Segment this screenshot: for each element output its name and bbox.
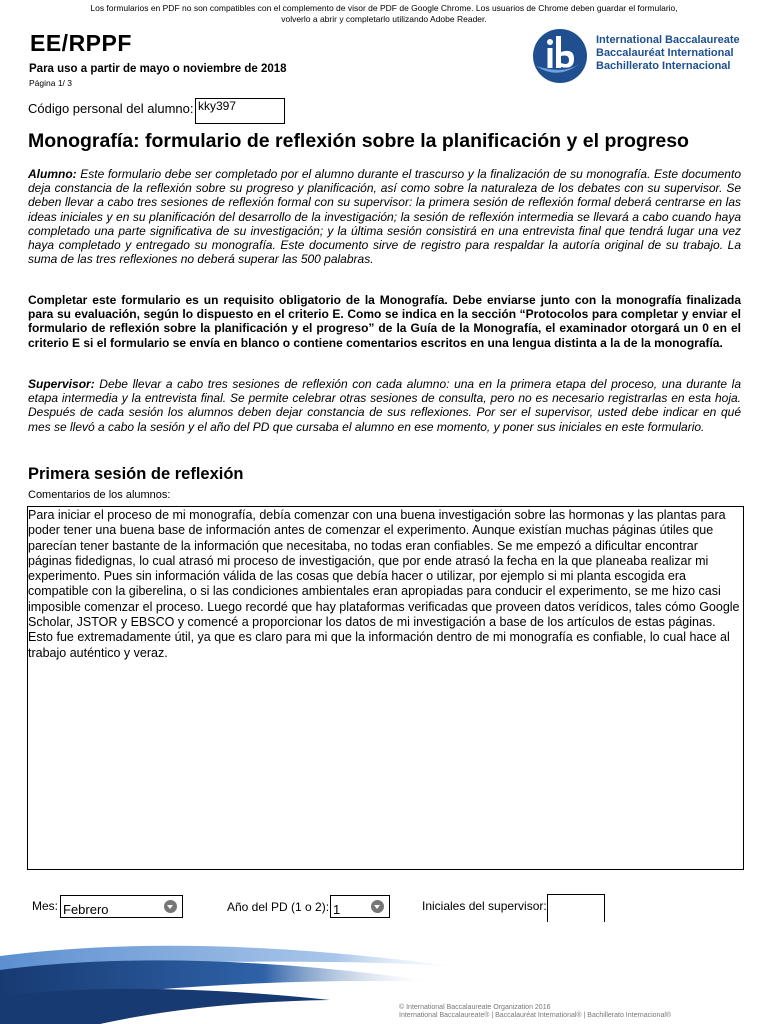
requirement-notice: Completar este formulario es un requisito obligatorio de la Monografía. Debe enviarse junto con la monografía finalizada para su evaluación, según lo dispuesto en el criterio E. Como se indica en la sección “Protocolos para completar y enviar el formulario de reflexión sobre la planificación y el progreso” de la Guía de la Monografía, el examinador otorgará un 0 en el criterio E si el formulario se envía en blanco o contiene comentarios escritos en una lengua distinta a la de la monografía. [28,293,741,350]
student-code-field[interactable]: kky397 [195,98,285,124]
logo-line-2: Baccalauréat International [596,47,734,59]
year-select[interactable] [330,895,390,918]
page-number: Página 1/ 3 [29,78,73,88]
page-title: Monografía: formulario de reflexión sobre la planificación y el progreso [28,130,689,152]
logo-line-3: Bachillerato Internacional [596,60,731,72]
supervisor-instructions [28,377,741,434]
supervisor-instructions-text: Debe llevar a cabo tres sesiones de reflexión con cada alumno: una en la primera etapa del proceso, una durante la etapa intermedia y la entrevista final. Se permite celebrar otras sesiones de consulta, pero no es necesario registrarlas en esta hoja. Después de cada sesión los alumnos deben dejar constancia de sus reflexiones. Por ser el supervisor, usted debe indicar en qué mes se llevó a cabo la sesión y el año del PD que cursaba el alumno en ese momento, y poner sus iniciales en este formulario. [28,377,741,434]
student-comments-field[interactable]: Para iniciar el proceso de mi monografía, debía comenzar con una buena investigación sobre las hormonas y las plantas para poder tener una buena base de información antes de comenzar el experimento. Aunque existían muchas páginas útiles que parecían tener bastante de la información que necesitaba, no todas eran confiables. Se me empezó a dificultar encontrar páginas fidedignas, lo cual atrasó mi proceso de investigación, que por ende atrasó la fecha en la que planeaba realizar mi experimento. Pues sin información válida de las cosas que debía hacer o utilizar, por ejemplo si mi planta escogida era compatible con la giberelina, o si las condiciones ambientales eran apropiadas para conducir el experimento, se me hizo casi imposible comenzar el proceso. Luego recordé que hay plataformas verificadas que proveen datos verídicos, tales cómo Google Scholar, JSTOR y EBSCO y comencé a proporcionar los datos de mi investigación a base de los artículos de estas páginas. Esto fue extremadamente útil, ya que es claro para mi que la información dentro de mi monografía es confiable, lo cual hace al trabajo auténtico y veraz. [27,506,744,870]
chevron-down-icon[interactable] [371,900,384,913]
student-instructions [28,167,741,266]
student-instructions-lead: Alumno: [28,167,77,181]
ib-logo-text [596,34,740,73]
chrome-notice-line2: volverlo a abrir y completarlo utilizando Adobe Reader. [281,14,487,24]
footer-line-2: International Baccalaureate® | Baccalauréat International® | Bachillerato Internacional® [399,1012,672,1019]
supervisor-instructions-lead: Supervisor: [28,377,95,391]
student-instructions-text: Este formulario debe ser completado por el alumno durante el trascurso y la finalización de su monografía. Este documento deja constancia de la reflexión sobre su progreso y planificación, así como sobre la naturaleza de los debates con su supervisor. Se deben llevar a cabo tres sesiones de reflexión formal con su supervisor: la primera sesión de reflexión formal deberá centrarse en las ideas iniciales y en su planificación del desarrollo de la investigación; la sesión de reflexión intermedia se llevará a cabo cuando haya completado una parte significativa de su investigación; y la última sesión consistirá en una entrevista final que tendrá lugar una vez haya completado y entregado su monografía. Este documento sirve de registro para respaldar la autoría original de su trabajo. La suma de las tres reflexiones no deberá superar las 500 palabras. [28,167,741,267]
chevron-down-icon[interactable] [164,900,177,913]
section-title: Primera sesión de reflexión [28,465,244,483]
logo-line-1: International Baccalaureate [596,34,740,46]
month-select[interactable] [60,895,183,918]
comments-label: Comentarios de los alumnos: [28,489,171,501]
footer-line-1: © International Baccalaureate Organization 2016 [399,1004,551,1011]
month-label: Mes: [32,899,59,913]
year-label: Año del PD (1 o 2): [227,900,330,914]
year-value: 1 [333,902,341,917]
chrome-notice [0,3,768,25]
form-code: EE/RPPF [30,30,132,56]
copyright-footer [399,1004,671,1020]
month-value: Febrero [63,902,109,917]
chrome-notice-line1: Los formularios en PDF no son compatibles con el complemento de visor de PDF de Google Chrome. Los usuarios de Chrome deben guardar el formulario, [90,3,678,13]
usage-note: Para uso a partir de mayo o noviembre de 2018 [29,63,287,75]
student-code-label: Código personal del alumno: [28,101,194,116]
supervisor-initials-field[interactable] [547,894,605,922]
initials-label: Iniciales del supervisor: [422,899,547,913]
